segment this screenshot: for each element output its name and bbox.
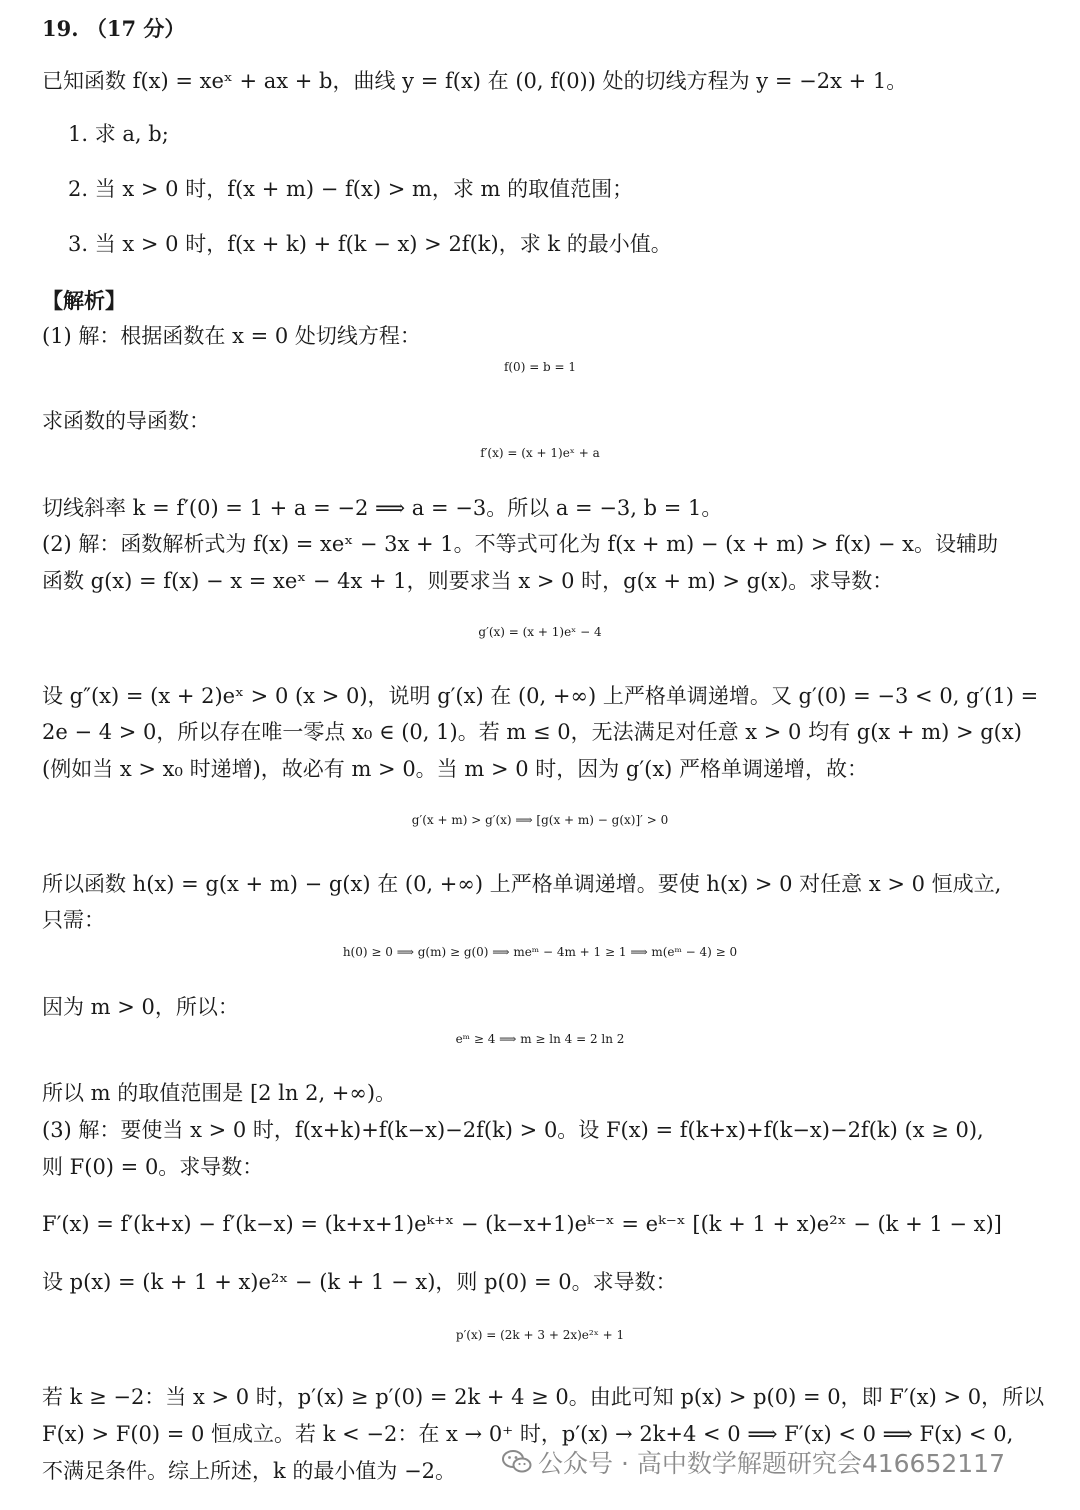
solution-line: 2e − 4 > 0，所以存在唯一零点 x₀ ∈ (0, 1)。若 m ≤ 0，无法满足对任意 x > 0 均有 g(x + m) > g(x) — [42, 720, 1022, 744]
equation: p′(x) = (2k + 3 + 2x)e²ˣ + 1 — [455, 1328, 625, 1342]
solution-line: 若 k ≥ −2：当 x > 0 时，p′(x) ≥ p′(0) = 2k + 4 ≥ 0。由此可知 p(x) > p(0) = 0，即 F′(x) > 0，所以 — [42, 1385, 1045, 1409]
solution-line: 设 p(x) = (k + 1 + x)e²ˣ − (k + 1 − x)，则 p(0) = 0。求导数： — [42, 1270, 677, 1294]
watermark-text: 公众号 · 高中数学解题研究会416652117 — [538, 1449, 1005, 1478]
solution-line: 设 g″(x) = (x + 2)eˣ > 0 (x > 0)，说明 g′(x) 在 (0, +∞) 上严格单调递增。又 g′(0) = −3 < 0, g′(1) = — [42, 684, 1039, 708]
solution-line: 切线斜率 k = f′(0) = 1 + a = −2 ⟹ a = −3。所以 a = −3, b = 1。 — [42, 496, 723, 520]
solution-line: 则 F(0) = 0。求导数： — [42, 1155, 264, 1179]
solution-line: (3) 解：要使当 x > 0 时，f(x+k)+f(k−x)−2f(k) > 0。设 F(x) = f(k+x)+f(k−x)−2f(k) (x ≥ 0), — [42, 1118, 984, 1142]
solution-line: (1) 解：根据函数在 x = 0 处切线方程： — [42, 324, 421, 348]
wechat-icon — [502, 1449, 532, 1481]
question-item: 3. 当 x > 0 时，f(x + k) + f(k − x) > 2f(k)，求 k 的最小值。 — [68, 232, 672, 256]
solution-line: 所以 m 的取值范围是 [2 ln 2, +∞)。 — [42, 1081, 397, 1105]
equation: f′(x) = (x + 1)eˣ + a — [480, 446, 600, 460]
problem-statement: 已知函数 f(x) = xeˣ + ax + b，曲线 y = f(x) 在 (0, f(0)) 处的切线方程为 y = −2x + 1。 — [42, 69, 908, 93]
solution-line: (2) 解：函数解析式为 f(x) = xeˣ − 3x + 1。不等式可化为 f(x + m) − (x + m) > f(x) − x。设辅助 — [42, 532, 998, 556]
solution-line: 所以函数 h(x) = g(x + m) − g(x) 在 (0, +∞) 上严格单调递增。要使 h(x) > 0 对任意 x > 0 恒成立, — [42, 872, 1002, 896]
solution-line: 只需： — [42, 908, 105, 932]
problem-heading: 19. （17 分） — [42, 16, 186, 41]
equation: h(0) ≥ 0 ⟹ g(m) ≥ g(0) ⟹ meᵐ − 4m + 1 ≥ 1 ⟹ m(eᵐ − 4) ≥ 0 — [342, 945, 738, 959]
solution-line: 求函数的导函数： — [42, 409, 210, 433]
solution-line: (例如当 x > x₀ 时递增)，故必有 m > 0。当 m > 0 时，因为 g′(x) 严格单调递增，故： — [42, 757, 869, 781]
equation: g′(x) = (x + 1)eˣ − 4 — [478, 625, 602, 639]
solution-line: F(x) > F(0) = 0 恒成立。若 k < −2：在 x → 0⁺ 时，p′(x) → 2k+4 < 0 ⟹ F′(x) < 0 ⟹ F(x) < 0, — [42, 1422, 1014, 1446]
equation: eᵐ ≥ 4 ⟹ m ≥ ln 4 = 2 ln 2 — [455, 1032, 625, 1046]
solution-title: 【解析】 — [42, 288, 126, 313]
question-item: 1. 求 a, b; — [68, 122, 169, 146]
equation: f(0) = b = 1 — [503, 360, 577, 374]
solution-line: 因为 m > 0，所以： — [42, 995, 239, 1019]
equation: F′(x) = f′(k+x) − f′(k−x) = (k+x+1)eᵏ⁺ˣ − (k−x+1)eᵏ⁻ˣ = eᵏ⁻ˣ [(k + 1 + x)e²ˣ − (k + 1 − x)] — [42, 1212, 1002, 1236]
question-item: 2. 当 x > 0 时，f(x + m) − f(x) > m，求 m 的取值范围； — [68, 177, 634, 201]
solution-line: 不满足条件。综上所述，k 的最小值为 −2。 — [42, 1459, 457, 1483]
solution-line: 函数 g(x) = f(x) − x = xeˣ − 4x + 1，则要求当 x > 0 时，g(x + m) > g(x)。求导数： — [42, 569, 894, 593]
equation: g′(x + m) > g′(x) ⟹ [g(x + m) − g(x)]′ > 0 — [411, 813, 669, 827]
watermark — [502, 1444, 1005, 1481]
